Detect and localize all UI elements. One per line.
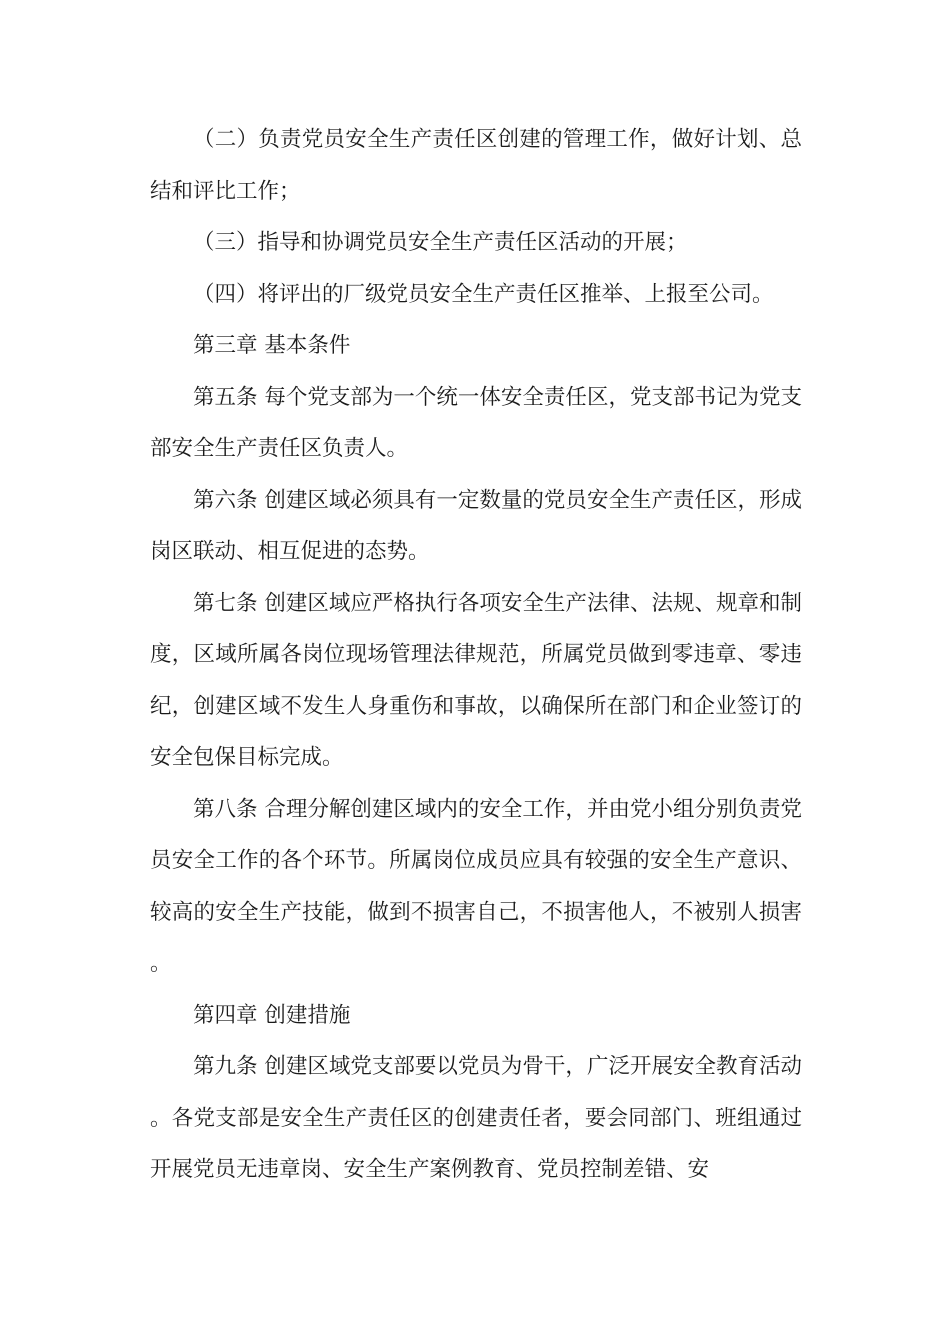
chapter-4-heading: 第四章 创建措施 — [193, 1002, 351, 1028]
document-body — [150, 114, 802, 1196]
article-5: 第五条 每个党支部为一个统一体安全责任区，党支部书记为党支部安全生产责任区负责人。 — [150, 384, 802, 461]
article-9: 第九条 创建区域党支部要以党员为骨干，广泛开展安全教育活动。各党支部是安全生产责任区的创建责任者，要会同部门、班组通过开展党员无违章岗、安全生产案例教育、党员控制差错、安 — [150, 1054, 802, 1182]
paragraph-duty-2: （二）负责党员安全生产责任区创建的管理工作，做好计划、总结和评比工作； — [150, 127, 802, 204]
paragraph-duty-3: （三）指导和协调党员安全生产责任区活动的开展； — [193, 230, 688, 255]
chapter-3-heading: 第三章 基本条件 — [193, 333, 351, 358]
paragraph-duty-4: （四）将评出的厂级党员安全生产责任区推举、上报至公司。 — [193, 281, 774, 307]
article-7: 第七条 创建区域应严格执行各项安全生产法律、法规、规章和制度，区域所属各岗位现场管理法律规范，所属党员做到零违章、零违纪，创建区域不发生人身重伤和事故，以确保所在部门和企业签订的安全包保目标完成。 — [150, 590, 802, 770]
article-8: 第八条 合理分解创建区域内的安全工作，并由党小组分别负责党员安全工作的各个环节。所属岗位成员应具有较强的安全生产意识、较高的安全生产技能，做到不损害自己，不损害他人，不被别人损害。 — [150, 796, 802, 976]
article-6: 第六条 创建区域必须具有一定数量的党员安全生产责任区，形成岗区联动、相互促进的态势。 — [150, 487, 802, 564]
